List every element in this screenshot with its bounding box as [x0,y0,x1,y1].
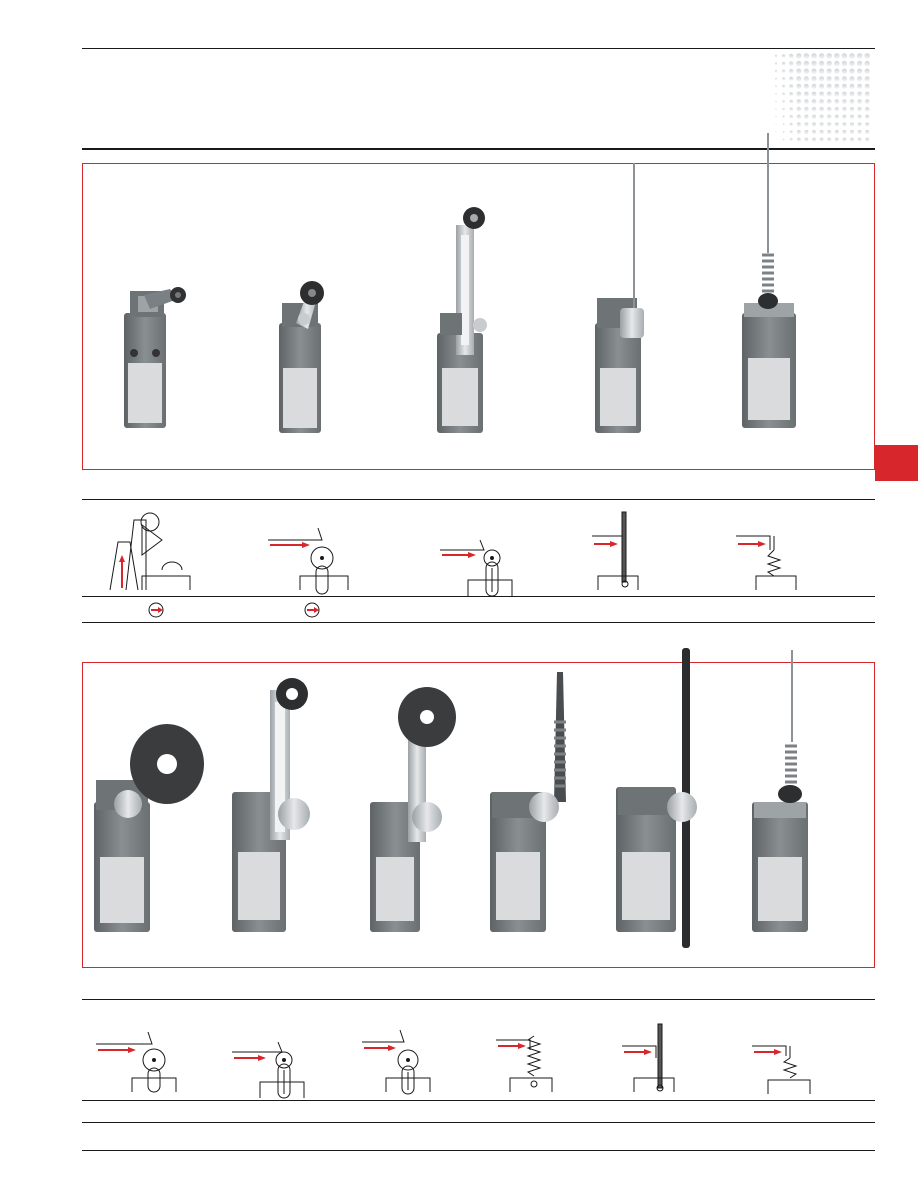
pattern-dot [850,107,854,111]
pattern-dot [864,53,870,59]
pattern-dot [812,92,817,97]
indicator-icon-2 [305,603,319,617]
pattern-dot [842,99,847,104]
pattern-dot [789,100,793,104]
pattern-dot [804,107,808,111]
pattern-dot [842,130,846,134]
pattern-dot [783,139,785,141]
pattern-dot [827,115,831,119]
pattern-dot [775,124,776,125]
pattern-dot [850,92,855,97]
product-spring-rod [742,133,796,428]
pattern-dot [804,76,809,81]
pattern-dot [819,92,824,97]
pattern-dot [797,130,801,134]
pattern-dot [775,93,777,95]
diagram-b-adjustable-lever-short [362,1030,430,1094]
pattern-dot [820,138,824,142]
pattern-dot [790,123,793,126]
header-top-rule [82,48,875,49]
pattern-dot [804,92,809,97]
top-diagram-bottom-rule [82,622,875,623]
pattern-dot [842,53,848,59]
pattern-dot [850,99,855,104]
pattern-dot [865,107,869,111]
pattern-dot [865,99,870,104]
pattern-dot [835,130,839,134]
product-spring-coil-rod [490,672,566,932]
pattern-dot [782,54,786,58]
product-roller-plunger-lever [124,287,186,428]
pattern-dot [865,92,870,97]
pattern-dot [857,53,863,59]
pattern-dot [782,116,784,118]
section-tab-marker [875,445,918,481]
pattern-dot [796,99,801,104]
top-indicator-row [82,598,875,622]
pattern-dot [850,130,854,134]
diagram-b-spring-rod [752,1046,810,1094]
pattern-dot [782,77,785,80]
pattern-dot [857,61,862,66]
top-diagram-mid-rule [82,596,875,597]
pattern-dot [857,92,862,97]
pattern-dot [819,115,823,119]
pattern-dot [842,107,846,111]
pattern-dot [858,138,862,142]
pattern-dot [819,99,824,104]
pattern-dot [797,107,801,111]
product-adjustable-roller-lever [437,207,487,433]
pattern-dot [812,122,816,126]
pattern-dot [775,62,777,64]
pattern-dot [790,131,793,134]
pattern-dot [782,70,785,73]
pattern-dot [865,69,870,74]
pattern-dot [789,69,793,73]
product-roller-lever [279,281,324,433]
pattern-dot [782,85,785,88]
diagram-spring-rod [736,536,796,590]
product-long-rod [616,648,697,948]
pattern-dot [834,53,840,59]
pattern-dot [858,130,862,134]
pattern-dot [842,138,846,142]
pattern-dot [811,76,816,81]
pattern-dot [804,122,808,126]
pattern-dot [789,61,793,65]
pattern-dot [849,76,854,81]
pattern-dot [775,85,777,87]
pattern-dot [796,61,801,66]
pattern-dot [835,107,839,111]
pattern-dot [842,61,847,66]
pattern-dot [812,138,816,142]
pattern-dot [811,61,816,66]
diagram-b-roller-lever [96,1032,176,1092]
pattern-dot [796,53,802,59]
pattern-dot [826,53,832,59]
pattern-dot [776,132,777,133]
pattern-dot [850,138,854,142]
pattern-dot [812,84,817,89]
pattern-dot [834,84,839,89]
pattern-dot [796,92,801,97]
pattern-dot [804,138,808,142]
pattern-dot [835,115,839,119]
pattern-dot [834,69,839,74]
pattern-dot [804,61,809,66]
pattern-dot [812,107,816,111]
bottom-diagram-rule-2 [82,1122,875,1123]
pattern-dot [850,84,855,89]
pattern-dot [865,115,869,119]
pattern-dot [826,61,831,66]
top-diagram-row [82,500,875,596]
pattern-dot [804,69,809,74]
pattern-dot [782,93,785,96]
pattern-dot [857,99,862,104]
pattern-dot [790,115,793,118]
pattern-dot [804,53,810,59]
pattern-dot [834,99,839,104]
pattern-dot [850,122,854,126]
pattern-dot [812,130,816,134]
pattern-dot [827,130,831,134]
pattern-dot [827,138,831,142]
diagram-b-rod [622,1024,674,1092]
pattern-dot [842,122,846,126]
pattern-dot [827,69,832,74]
pattern-dot [819,69,824,74]
pattern-dot [782,100,785,103]
diagram-b-adjustable-lever [232,1042,304,1098]
pattern-dot [797,138,801,142]
pattern-dot [775,116,776,117]
pattern-dot [857,84,862,89]
pattern-dot [789,84,793,88]
product-large-rubber-roller [94,724,204,932]
pattern-dot [865,76,870,81]
diagram-b-coil-spring [496,1036,552,1092]
pattern-dot [858,122,862,126]
pattern-dot [789,92,793,96]
pattern-dot [857,107,861,111]
pattern-dot [812,115,816,119]
pattern-dot [796,84,801,89]
bottom-diagram-row [82,1000,875,1100]
pattern-dot [842,76,847,81]
top-product-images [82,163,875,470]
bottom-diagram-rule-3 [82,1150,875,1151]
pattern-dot [819,53,825,59]
pattern-dot [864,61,869,66]
pattern-dot [842,92,847,97]
bottom-product-images [82,662,875,968]
pattern-dot [865,84,870,89]
pattern-dot [819,107,823,111]
pattern-dot [775,55,778,58]
pattern-dot [857,76,862,81]
pattern-dot [834,76,839,81]
pattern-dot [827,92,832,97]
pattern-dot [790,138,793,141]
pattern-dot [827,107,831,111]
dot-pattern-decoration [772,52,872,147]
pattern-dot [834,61,839,66]
pattern-dot [804,84,809,89]
product-adjustable-large-roller [370,687,456,932]
pattern-dot [789,77,793,81]
pattern-dot [820,130,824,134]
pattern-dot [783,123,785,125]
bottom-diagram-mid-rule [82,1100,875,1101]
pattern-dot [842,84,847,89]
pattern-dot [796,76,801,81]
pattern-dot [782,108,784,110]
pattern-dot [842,69,847,74]
pattern-dot [827,99,832,104]
pattern-dot [804,115,808,119]
pattern-dot [857,115,861,119]
pattern-dot [849,61,854,66]
pattern-dot [865,122,869,126]
pattern-dot [857,69,862,74]
pattern-dot [820,122,824,126]
diagram-adjustable-lever [440,540,512,596]
pattern-dot [804,99,809,104]
pattern-dot [796,69,801,74]
pattern-dot [783,131,785,133]
header-bottom-rule [82,148,875,150]
diagram-rod [592,512,638,590]
pattern-dot [849,69,854,74]
diagram-roller-plunger [110,513,190,590]
pattern-dot [849,53,855,59]
pattern-dot [797,122,801,126]
pattern-dot [789,54,794,59]
pattern-dot [835,122,839,126]
pattern-dot [775,78,777,80]
pattern-dot [775,70,777,72]
pattern-dot [776,139,777,140]
pattern-dot [865,138,869,142]
product-spring-rod-b [752,650,808,932]
product-adjustable-roller-lever-b [232,678,310,932]
pattern-dot [804,130,808,134]
product-rod-lever [595,163,644,433]
pattern-dot [819,61,824,66]
pattern-dot [827,76,832,81]
pattern-dot [782,62,785,65]
pattern-dot [797,115,801,119]
pattern-dot [842,115,846,119]
pattern-dot [827,122,831,126]
diagram-roller-lever [268,528,348,594]
pattern-dot [812,99,817,104]
pattern-dot [819,76,824,81]
pattern-dot [789,107,792,110]
pattern-dot [850,115,854,119]
pattern-dot [834,92,839,97]
indicator-icon-1 [149,603,163,617]
pattern-dot [835,138,839,142]
pattern-dot [827,84,832,89]
pattern-dot [865,130,869,134]
pattern-dot [811,69,816,74]
pattern-dot [775,101,777,103]
pattern-dot [819,84,824,89]
pattern-dot [775,108,776,109]
pattern-dot [811,53,817,59]
